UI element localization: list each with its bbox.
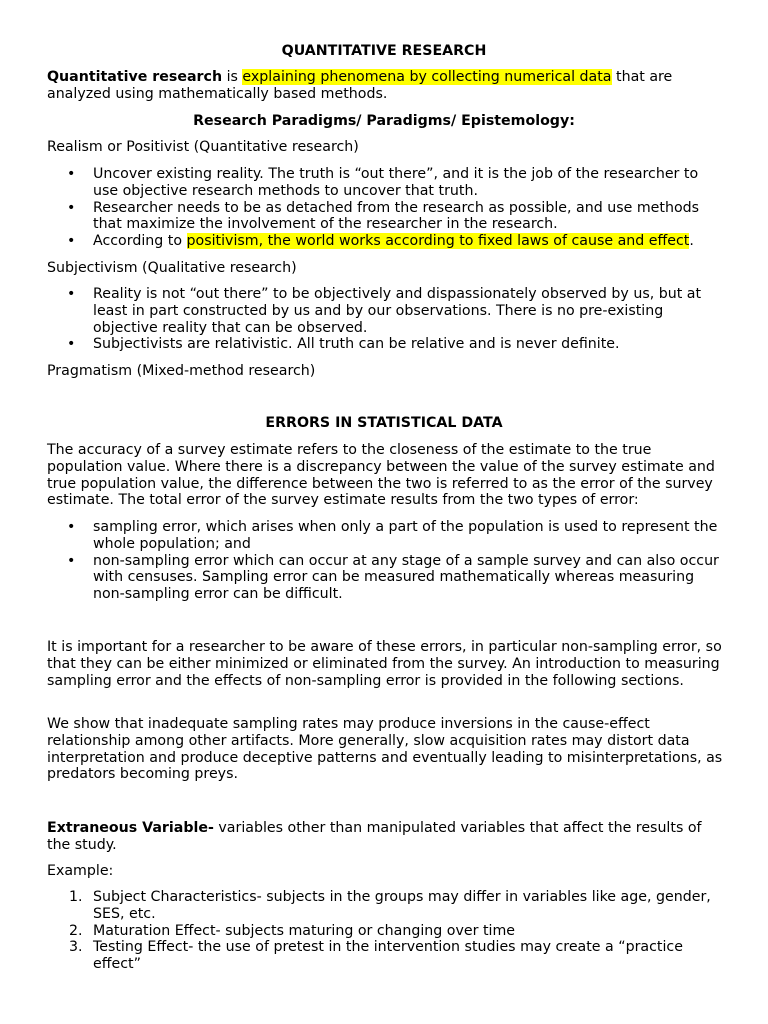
list-item-text: According to (93, 233, 187, 250)
list-item (47, 889, 727, 923)
intro-rest: that are analyzed using mathematically based methods. (47, 69, 673, 102)
intro-term: Quantitative research (47, 69, 223, 85)
list-number: 1. (69, 889, 83, 905)
bullet-marker: • (67, 286, 76, 302)
list-item (47, 939, 727, 973)
realism-label: Realism or Positivist (Quantitative research) (47, 139, 359, 155)
bullet-marker: • (67, 199, 76, 216)
page-title: QUANTITATIVE RESEARCH (281, 43, 487, 59)
intro-highlight: explaining phenomena by collecting numerical data (242, 69, 612, 85)
list-number: 3. (69, 939, 83, 956)
errors-heading: ERRORS IN STATISTICAL DATA (265, 415, 503, 431)
positivism-highlight: positivism, the world works according to fixed laws of cause and effect (186, 233, 690, 250)
list-item-text: Reality is not “out there” to be objectively and dispassionately observed by us, but at least in part constructed by us and by our observations. There is no pre-existing objective reality that can be observed. (93, 286, 702, 336)
list-item (47, 233, 727, 250)
list-item-text: . (689, 233, 694, 250)
list-item-text: Researcher needs to be as detached from the research as possible, and use methods that maximize the involvement of the researcher in the research. (93, 199, 700, 233)
examples-list (47, 889, 727, 973)
list-item-text: Uncover existing reality. The truth is “out there”, and it is the job of the researcher to use objective research methods to uncover that truth. (93, 166, 699, 199)
bullet-marker: • (67, 519, 76, 535)
important-paragraph: It is important for a researcher to be aware of these errors, in particular non-sampling error, so that they can be either minimized or eliminated from the survey. An introduction to measuring sampling error and the effects of non-sampling error is provided in the following sections. (47, 639, 722, 689)
bullet-marker: • (67, 166, 76, 182)
subjectivism-list (47, 286, 727, 353)
list-item (47, 336, 727, 353)
list-item (47, 553, 727, 603)
list-item-text: Maturation Effect- subjects maturing or changing over time (93, 922, 515, 939)
list-item (47, 923, 727, 940)
bullet-marker: • (67, 336, 76, 353)
list-item-text: Subjectivists are relativistic. All truth can be relative and is never definite. (93, 336, 620, 353)
bullet-marker: • (67, 552, 76, 569)
list-item (47, 166, 727, 200)
list-item-text: sampling error, which arises when only a part of the population is used to represent the whole population; and (93, 519, 718, 552)
error-types-list (47, 519, 727, 603)
list-item-text: Subject Characteristics- subjects in the groups may differ in variables like age, gender, SES, etc. (93, 889, 711, 922)
list-item (47, 286, 727, 336)
paradigms-heading: Research Paradigms/ Paradigms/ Epistemology: (193, 113, 575, 129)
sampling-paragraph: We show that inadequate sampling rates may produce inversions in the cause-effect relationship among other artifacts. More generally, slow acquisition rates may distort data interpretation and produce deceptive patterns and eventually leading to misinterpretations, as predators becoming preys. (47, 716, 723, 783)
list-item (47, 519, 727, 553)
extraneous-paragraph (47, 820, 727, 854)
list-item-text: Testing Effect- the use of pretest in the intervention studies may create a “practice effect” (93, 939, 683, 973)
list-number: 2. (69, 922, 83, 939)
bullet-marker: • (67, 233, 76, 250)
intro-paragraph (47, 69, 727, 103)
intro-is: is (222, 69, 243, 85)
subjectivism-label: Subjectivism (Qualitative research) (47, 260, 297, 276)
errors-paragraph: The accuracy of a survey estimate refers to the closeness of the estimate to the true population value. Where there is a discrepancy between the value of the survey estimate and true population value, the difference between the two is referred to as the error of the survey estimate. The total error of the survey estimate results from the two types of error: (47, 442, 715, 509)
extraneous-rest: variables other than manipulated variables that affect the results of the study. (47, 820, 702, 853)
pragmatism-label: Pragmatism (Mixed-method research) (47, 363, 316, 379)
extraneous-term: Extraneous Variable- (47, 820, 214, 836)
example-label: Example: (47, 863, 114, 879)
list-item (47, 200, 727, 234)
realism-list (47, 166, 727, 250)
list-item-text: non-sampling error which can occur at any stage of a sample survey and can also occur with censuses. Sampling error can be measured mathematically whereas measuring non-sampling error can be difficult. (93, 552, 719, 603)
